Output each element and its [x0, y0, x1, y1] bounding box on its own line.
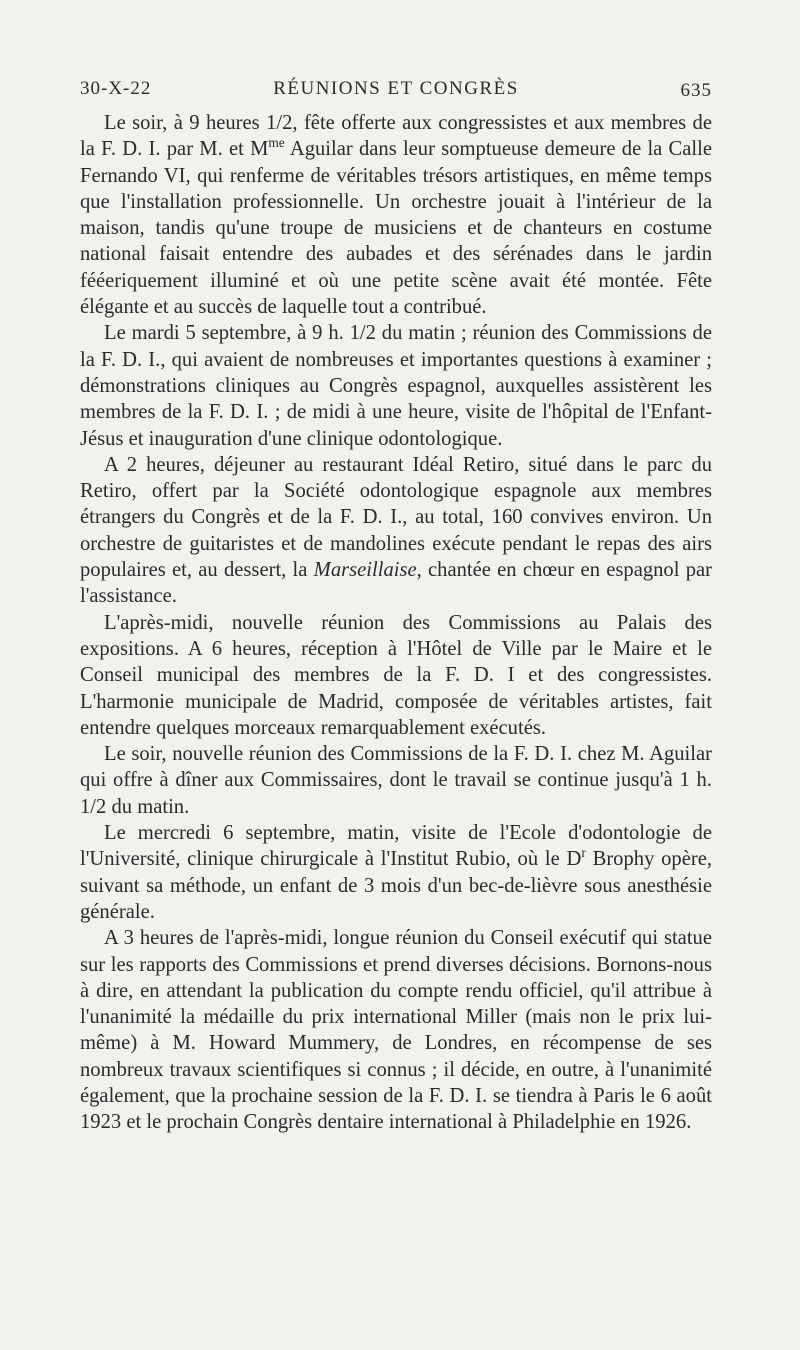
paragraph-3: A 2 heures, déjeuner au restaurant Idéal Retiro, situé dans le parc du Retiro, offert par la Société odontologique espagnole aux membres étrangers du Congrès et de la F. D. I., au total, 160 convives environ. Un orchestre de guitaristes et de mandolines exécute pendant le repas des airs populaires et, au dessert, la Marseillaise, chantée en chœur en espagnol par l'assistance. — [80, 453, 712, 608]
running-header — [80, 78, 712, 108]
article-body — [80, 110, 712, 1136]
paragraph-1: Le soir, à 9 heures 1/2, fête offerte aux congressistes et aux membres de la F. D. I. par M. et $M^{me}$ Aguilar dans leur somptueuse demeure de la Calle Fernando VI, qui renferme de véritables trésors artistiques, en même temps que l'installation professionnelle. Un orchestre jouait à l'intérieur de la maison, tandis qu'une troupe de musiciens et de chanteurs en costume national faisait entendre des aubades et des sérénades dans le jardin fééeriquement illuminé et où une petite scène avait été montée. Fête élégante et au succès de laquelle tout a contribué. — [80, 112, 712, 319]
paragraph-4: L'après-midi, nouvelle réunion des Commissions au Palais des expositions. A 6 heures, réception à l'Hôtel de Ville par le Maire et le Conseil municipal des membres de la F. D. I et des congressistes. L'harmonie municipale de Madrid, composée de véritables artistes, fait entendre quelques morceaux remarquablement exécutés. — [80, 611, 712, 739]
paragraph-2: Le mardi 5 septembre, à 9 h. 1/2 du matin ; réunion des Commissions de la F. D. I., qui avaient de nombreuses et importantes questions à examiner ; démonstrations cliniques au Congrès espagnol, auxquelles assistèrent les membres de la F. D. I. ; de midi à une heure, visite de l'hôpital de l'Enfant-Jésus et inauguration d'une clinique odontologique. — [80, 322, 712, 450]
paragraph-6: Le mercredi 6 septembre, matin, visite de l'Ecole d'odontologie de l'Université, clinique chirurgicale à l'Institut Rubio, où le $D^r$ Brophy opère, suivant sa méthode, un enfant de 3 mois d'un bec-de-lièvre sous anesthésie générale. — [80, 822, 712, 923]
paragraph-5: Le soir, nouvelle réunion des Commissions de la F. D. I. chez M. Aguilar qui offre à dîner aux Commissaires, dont le travail se continue jusqu'à 1 h. 1/2 du matin. — [80, 743, 712, 818]
header-title: RÉUNIONS ET CONGRÈS — [273, 78, 519, 99]
paragraph-7: A 3 heures de l'après-midi, longue réunion du Conseil exécutif qui statue sur les rapports des Commissions et prend diverses décisions. Bornons-nous à dire, en attendant la publication du compte rendu officiel, qu'il attribue à l'unanimité la médaille du prix international Miller (mais non le prix lui-même) à M. Howard Mummery, de Londres, en récompense de ses nombreux travaux scientifiques si connus ; il décide, en outre, à l'unanimité également, que la prochaine session de la F. D. I. se tiendra à Paris le 6 août 1923 et le prochain Congrès dentaire international à Philadelphie en 1926. — [80, 927, 712, 1134]
header-date: 30-X-22 — [80, 78, 152, 99]
page-number: 635 — [680, 80, 712, 101]
